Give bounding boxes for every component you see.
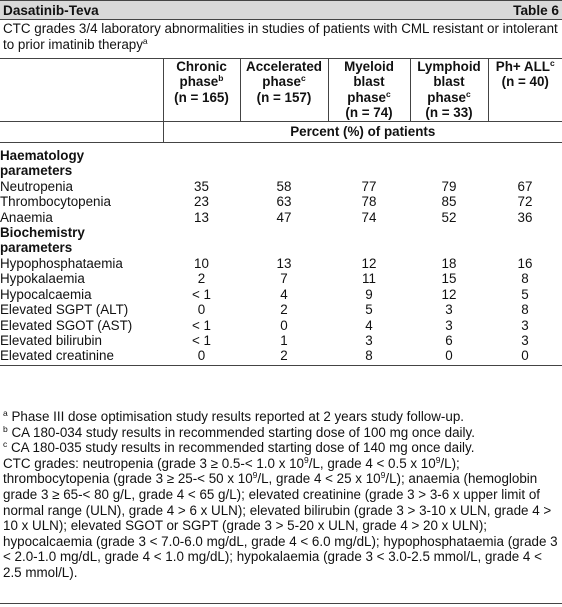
cell-value: 47 [276,209,292,225]
cell-value: 3 [365,332,373,348]
footnote-mark: a [3,408,8,418]
cell-value: 2 [197,271,206,287]
percent-label: Percent (%) of patients [163,121,562,142]
footnote-text: CA 180-035 study results in recommended starting dose of 140 mg once daily. [7,440,475,456]
col-footnote-mark: c [385,88,391,99]
cell-value: 16 [517,255,533,271]
caption-footnote-mark: a [142,36,148,46]
ctc-exponent: 9 [252,470,258,481]
col-footnote-mark: b [218,73,224,84]
section-row-biochemistry [0,225,562,240]
table-row [0,333,562,348]
cell-value: 0 [163,348,240,365]
ctc-grades-note [3,456,559,581]
table-row [0,348,562,365]
row-label: Thrombocytopenia [0,194,111,210]
cell-value: 52 [441,209,457,225]
col-label: blast [433,74,465,90]
row-label: Hypocalcaemia [0,286,92,302]
col-label [489,59,562,74]
col-footnote-mark: c [549,58,555,68]
col-n: (n = 33) [425,105,473,121]
cell-value: < 1 [192,286,211,302]
col-n: (n = 165) [174,89,229,105]
lab-abnormalities-table [0,58,562,366]
cell-value: 8 [521,302,529,318]
column-header-myeloid [328,59,410,122]
cell-value: 15 [441,271,457,287]
row-label: Elevated bilirubin [0,332,102,348]
col-label [427,90,470,105]
percent-row-blank [0,121,163,142]
cell-value: 85 [441,194,457,210]
column-header-lymphoid [410,59,488,122]
col-label: blast [353,74,385,90]
section-title: parameters [0,163,73,179]
ctc-text: CTC grades: neutropenia (grade 3 ≥ 0.5-< 1.0 x 10 [3,455,305,471]
cell-value: 78 [361,194,377,210]
footnote-text: Phase III dose optimisation study results reported at 2 years study follow-up. [7,409,464,424]
cell-value: 63 [276,194,292,210]
cell-value: 3 [445,302,453,318]
cell-value: 8 [521,271,529,287]
section-title: Haematology [0,148,85,164]
section-title: Biochemistry [0,225,85,241]
footnotes [3,409,559,581]
table-row [0,318,562,333]
col-label: Lymphoid [417,59,481,74]
cell-value: 74 [361,209,377,225]
cell-value: 8 [328,348,410,365]
cell-value: 9 [365,286,373,302]
cell-value: 18 [441,255,457,271]
cell-value: 35 [194,178,209,194]
column-header-accelerated [240,59,328,122]
percent-row [0,121,562,142]
section-row-biochemistry-cont [0,240,562,255]
cell-value: 72 [517,194,533,210]
col-footnote-mark: c [300,73,306,84]
drug-name: Dasatinib-Teva [3,3,99,18]
ctc-text: /L, grade 4 < 0.5 x 10 [308,455,436,471]
ctc-text: /L); thrombocytopenia (grade 3 ≥ 25-< 50 x 10 [3,455,460,487]
col-label: Myeloid [344,59,394,74]
cell-value: 13 [276,255,292,271]
table-caption [3,21,559,53]
cell-value: 1 [280,332,288,348]
column-header-ph-all [488,59,562,122]
cell-value: 4 [280,286,288,302]
table-row [0,302,562,317]
table-row [0,179,562,194]
table-row [0,210,562,225]
col-label-text: phase [347,89,386,105]
ctc-text: /L, grade 4 < 25 x 10 [257,471,381,487]
cell-value: 2 [240,348,328,365]
table-number: Table 6 [513,3,559,18]
cell-value: 3 [521,317,529,333]
section-row-haematology-cont [0,163,562,178]
ctc-exponent: 9 [435,454,441,465]
cell-value: 6 [445,332,453,348]
col-label [262,74,305,89]
col-n: (n = 74) [345,105,393,121]
cell-value: 10 [194,255,209,271]
cell-value: 5 [521,286,529,302]
row-label: Elevated SGOT (AST) [0,317,133,333]
footnote-b [3,425,559,441]
col-label-text: Ph+ ALL [495,59,550,74]
row-label: Neutropenia [0,178,73,194]
row-label: Anaemia [0,209,53,225]
col-footnote-mark: c [465,88,471,99]
col-label [180,74,224,89]
cell-value: 7 [280,271,288,287]
col-n: (n = 157) [256,89,312,105]
footnote-a [3,409,559,425]
cell-value: 36 [517,209,533,225]
row-label: Hypokalaemia [0,271,85,287]
cell-value: < 1 [192,317,211,333]
caption-text: CTC grades 3/4 laboratory abnormalities in studies of patients with CML resistant or intolerant to prior imatinib therapy [3,21,558,52]
footnote-c [3,440,559,456]
cell-value: 0 [410,348,488,365]
ctc-text: /L); anaemia (hemoglobin grade 3 ≥ 65-< 80 g/L, grade 4 < 65 g/L); elevated creatinine (grade 3 > 3-6 x upper limit of normal range (ULN), grade 4 > 6 x ULN); elevated bilirubin (grade 3 > 3-10 x ULN, grade 4 > 10 x ULN); elevated SGOT or SGPT (grade 3 > 5-20 x ULN, grade 4 > 20 x ULN); hypocalcaemia (grade 3 < 7.0-6.0 mg/dL, grade 4 < 6.0 mg/dL); hypophosphataemia (grade 3 < 2.0-1.0 mg/dL, grade 4 < 1.0 mg/dL); hypokalaemia (grade 3 < 3.0-2.5 mmol/L, grade 4 < 2.5 mmol/L). [3,471,558,580]
cell-value: < 1 [192,332,211,348]
footnote-mark: b [3,423,8,434]
cell-value: 0 [197,302,206,318]
row-label: Elevated SGPT (ALT) [0,302,129,318]
col-label-text: phase [262,74,301,90]
cell-value: 77 [361,178,377,194]
ctc-exponent: 9 [380,470,386,481]
section-title: parameters [0,240,73,256]
column-header-row [0,59,562,122]
cell-value: 67 [517,178,533,194]
table-row [0,271,562,286]
row-label: Hypophosphataemia [0,255,123,271]
col-label: Chronic [176,59,227,74]
cell-value: 0 [280,317,288,333]
bottom-rule [0,603,562,604]
col-n: (n = 40) [501,74,549,90]
cell-value: 2 [280,302,288,318]
cell-value: 0 [488,348,562,365]
cell-value: 58 [276,178,292,194]
column-header-chronic [163,59,240,122]
table-header-bar [0,0,562,20]
cell-value: 11 [362,271,376,287]
cell-value: 4 [365,317,373,333]
column-header-blank [0,59,163,122]
ctc-exponent: 9 [304,454,309,465]
cell-value: 12 [441,286,457,302]
col-label-text: phase [179,74,219,90]
cell-value: 3 [445,317,453,333]
cell-value: 23 [194,194,209,210]
footnote-text: CA 180-034 study results in recommended starting dose of 100 mg once daily. [7,424,475,440]
col-label-text: phase [427,89,466,105]
cell-value: 79 [441,178,457,194]
cell-value: 5 [365,302,373,318]
footnote-mark: c [3,439,8,450]
cell-value: 13 [194,209,209,225]
cell-value: 3 [521,332,529,348]
section-row-haematology [0,143,562,164]
table-row [0,194,562,209]
row-label: Elevated creatinine [0,348,163,365]
col-label: Accelerated [246,59,322,74]
col-label [347,90,390,105]
cell-value: 12 [361,255,377,271]
table-row [0,287,562,302]
table-row [0,256,562,271]
